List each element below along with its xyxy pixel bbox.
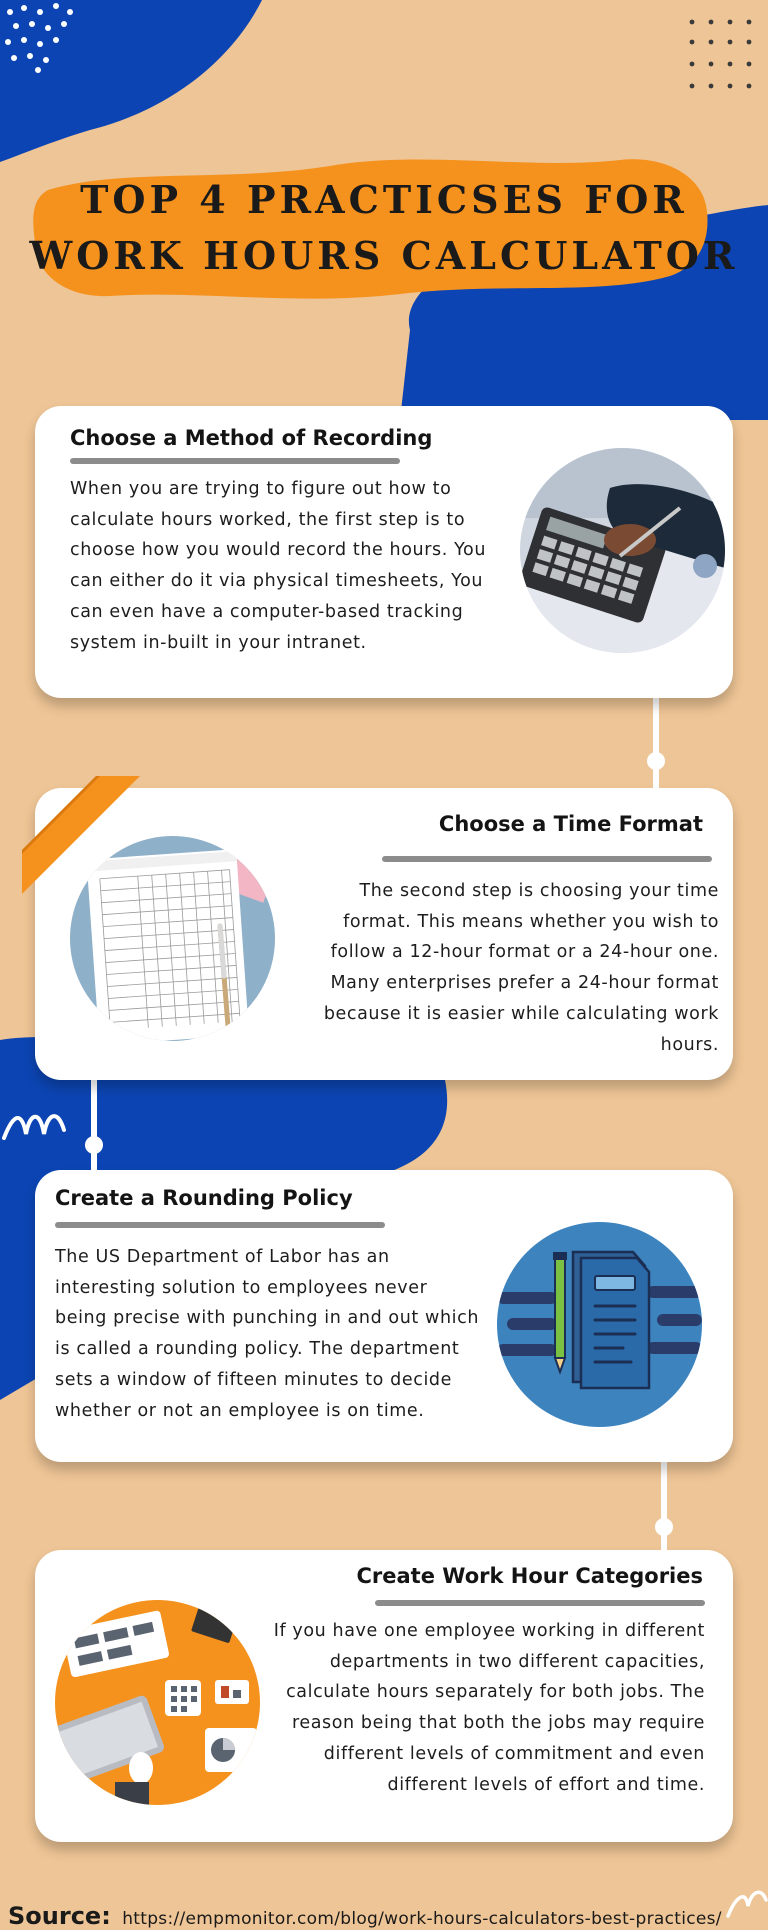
card-heading: Create a Rounding Policy [55, 1186, 353, 1210]
card-body: The second step is choosing your time format. This means whether you wish to follow a 12-hour format or a 24-hour one. Many enterprises prefer a 24-hour format because it is easier while calculating work hours. [323, 881, 719, 1055]
practice-card-rounding-policy [35, 1170, 733, 1462]
connector-line-1 [653, 698, 659, 788]
heading-underline [55, 1222, 385, 1228]
source-url[interactable]: https://empmonitor.com/blog/work-hours-calculators-best-practices/ [122, 1909, 722, 1929]
connector-dot-1 [647, 752, 665, 770]
heading-underline [70, 458, 400, 464]
document-pen-illustration [497, 1222, 702, 1427]
card-body: When you are trying to figure out how to calculate hours worked, the first step is to choose how you would record the hours. You can either do it via physical timesheets, You can even have a computer-based tracking system in-built in your intranet. [70, 479, 487, 653]
corner-ribbon [22, 776, 142, 896]
heading-underline [375, 1600, 705, 1606]
connector-dot-2 [85, 1136, 103, 1154]
connector-line-3 [661, 1462, 667, 1550]
connector-dot-3 [655, 1518, 673, 1536]
card-heading: Create Work Hour Categories [356, 1564, 703, 1588]
calculator-photo [520, 448, 725, 653]
source-label: Source: [8, 1902, 111, 1930]
connector-line-2 [91, 1080, 97, 1170]
card-body: The US Department of Labor has an interesting solution to employees never being precise with punching in and out which is called a rounding policy. The department sets a window of fifteen minutes to decide whether or not an employee is on time. [55, 1247, 480, 1421]
card-heading: Choose a Time Format [438, 812, 703, 836]
practice-card-recording [35, 406, 733, 698]
office-desk-illustration [55, 1600, 260, 1805]
card-heading: Choose a Method of Recording [70, 426, 433, 450]
source-citation [8, 1902, 722, 1930]
practice-card-work-hour-categories [35, 1550, 733, 1842]
card-body: If you have one employee working in different departments in two different capacities, calculate hours separately for both jobs. The reason being that both the jobs may require different levels of commitment and even different levels of effort and time. [273, 1621, 705, 1795]
heading-underline [382, 856, 712, 862]
page-title: TOP 4 PRACTICSES FOR WORK HOURS CALCULATOR [29, 177, 739, 278]
